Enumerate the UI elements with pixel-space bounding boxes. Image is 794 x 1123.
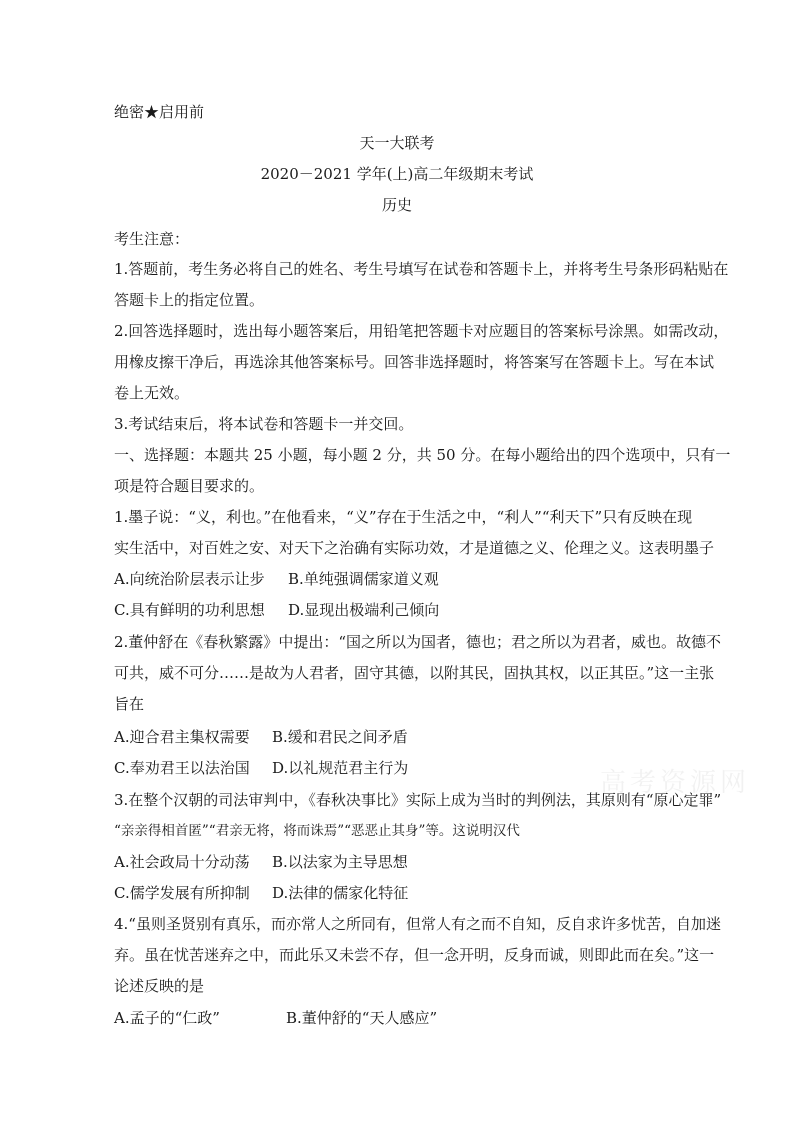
- watermark: 高考资源网: [600, 768, 751, 798]
- notice-line: 2.回答选择题时，选出每小题答案后，用铅笔把答题卡对应题目的答案标号涂黑。如需改动，: [114, 322, 729, 340]
- question-1-option-b: B.单纯强调儒家道义观: [288, 570, 439, 588]
- question-4-text: 弃。虽在忧苦迷弃之中，而此乐又未尝不存，但一念开明，反身而诚，则即此而在矣。”这一: [114, 946, 715, 964]
- question-2-option-c: C.奉劝君王以法治国: [114, 759, 250, 777]
- question-2-text: 可共，威不可分……是故为人君者，固守其德，以附其民，固执其权，以正其臣。”这一主张: [114, 664, 715, 682]
- exam-title: 2020－2021 学年(上)高二年级期末考试: [260, 165, 534, 183]
- question-4-option-a: A.孟子的“仁政”: [114, 1009, 220, 1027]
- notice-title: 考生注意：: [114, 230, 190, 248]
- question-3-option-a: A.社会政局十分动荡: [114, 853, 250, 871]
- question-4-option-b: B.董仲舒的“天人感应”: [286, 1009, 438, 1027]
- organizer-title: 天一大联考: [359, 134, 435, 152]
- question-4-text: 4.“虽则圣贤别有真乐，而亦常人之所同有，但常人有之而不自知，反自求许多忧苦，自加迷: [114, 915, 721, 933]
- section-heading: 项是符合题目要求的。: [114, 477, 265, 495]
- notice-line: 3.考试结束后，将本试卷和答题卡一并交回。: [114, 415, 414, 433]
- question-3-text: 3.在整个汉朝的司法审判中，《春秋决事比》实际上成为当时的判例法，其原则有“原心定罪”: [114, 791, 722, 809]
- question-2-option-b: B.缓和君民之间矛盾: [272, 728, 408, 746]
- question-2-option-a: A.迎合君主集权需要: [114, 728, 250, 746]
- question-2-text: 旨在: [114, 695, 145, 713]
- subject-title: 历史: [381, 196, 412, 214]
- section-heading: 一、选择题：本题共 25 小题，每小题 2 分，共 50 分。在每小题给出的四个选项中，只有一: [114, 446, 731, 464]
- notice-line: 1.答题前，考生务必将自己的姓名、考生号填写在试卷和答题卡上，并将考生号条形码粘贴在: [114, 260, 729, 278]
- question-3-option-b: B.以法家为主导思想: [272, 853, 408, 871]
- question-2-text: 2.董仲舒在《春秋繁露》中提出：“国之所以为国者，德也；君之所以为君者，威也。故德不: [114, 633, 721, 651]
- question-3-option-c: C.儒学发展有所抑制: [114, 884, 250, 902]
- question-3-option-d: D.法律的儒家化特征: [272, 884, 409, 902]
- question-1-option-a: A.向统治阶层表示让步: [114, 570, 265, 588]
- question-3-text: “亲亲得相首匿”“君亲无将，将而诛焉”“恶恶止其身”等。这说明汉代: [114, 823, 520, 839]
- question-1-text: 1.墨子说：“义，利也。”在他看来，“义”存在于生活之中，“利人”“利天下”只有反映在现: [114, 508, 693, 526]
- confidential-label: 绝密★启用前: [114, 103, 205, 121]
- notice-line: 卷上无效。: [114, 384, 190, 402]
- notice-line: 用橡皮擦干净后，再选涂其他答案标号。回答非选择题时，将答案写在答题卡上。写在本试: [114, 353, 715, 371]
- question-4-text: 论述反映的是: [114, 977, 205, 995]
- question-2-option-d: D.以礼规范君主行为: [272, 759, 409, 777]
- notice-line: 答题卡上的指定位置。: [114, 291, 265, 309]
- question-1-text: 实生活中，对百姓之安、对天下之治确有实际功效，才是道德之义、伦理之义。这表明墨子: [114, 539, 715, 557]
- question-1-option-c: C.具有鲜明的功利思想: [114, 601, 265, 619]
- question-1-option-d: D.显现出极端利己倾向: [288, 601, 440, 619]
